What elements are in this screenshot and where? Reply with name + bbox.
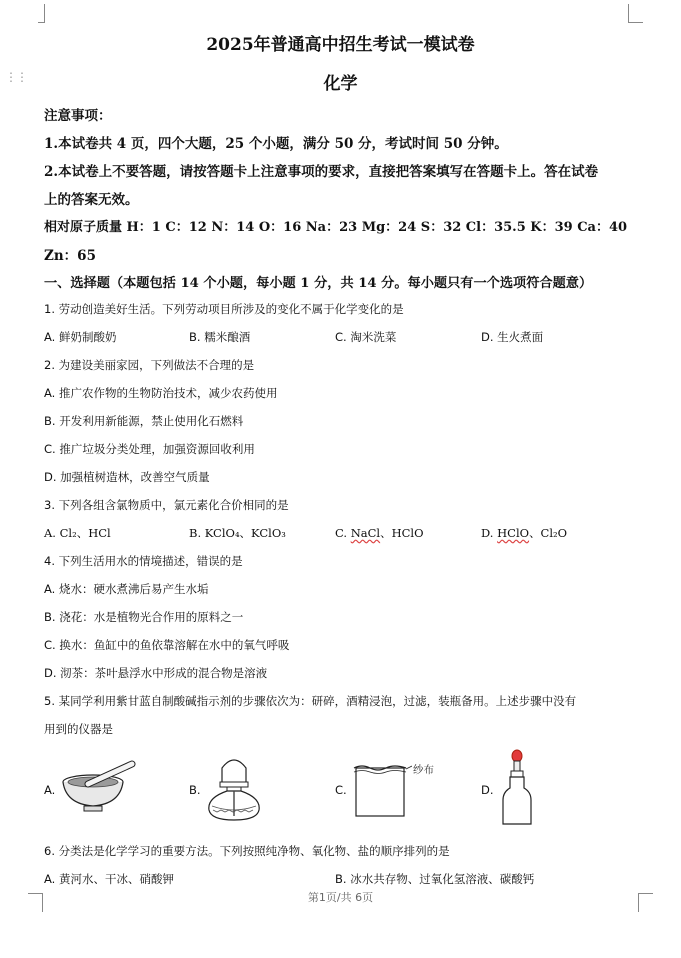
- question-6-stem: 6. 分类法是化学学习的重要方法。下列按照纯净物、氧化物、盐的顺序排列的是: [44, 844, 450, 858]
- question-1-stem: 1. 劳动创造美好生活。下列劳动项目所涉及的变化不属于化学变化的是: [44, 302, 404, 316]
- q3-option-d-letter: D.: [481, 526, 498, 540]
- gauze-label: 纱布: [413, 764, 434, 776]
- beaker-with-gauze-icon: [352, 760, 412, 820]
- q3-option-c-rest: 、HClO: [380, 526, 424, 540]
- q4-option-c: C. 换水：鱼缸中的鱼依靠溶解在水中的氧气呼吸: [44, 638, 290, 652]
- question-5-stem-line-1: 5. 某同学利用紫甘蓝自制酸碱指示剂的步骤依次为：研碎，酒精浸泡，过滤，装瓶备用。上述步骤中没有: [44, 694, 577, 708]
- q3-option-a: A. Cl₂、HCl: [44, 526, 111, 540]
- alcohol-lamp-icon: [203, 754, 265, 824]
- exam-title: 2025年普通高中招生考试一模试卷: [206, 35, 475, 55]
- drag-handle-icon[interactable]: ⋮⋮: [5, 70, 27, 84]
- page-number: 第1页/共 6页: [307, 891, 374, 904]
- q4-option-b: B. 浇花：水是植物光合作用的原料之一: [44, 610, 244, 624]
- question-5-stem-line-2: 用到的仪器是: [44, 722, 113, 736]
- q2-option-b: B. 开发利用新能源，禁止使用化石燃料: [44, 414, 244, 428]
- question-3-stem: 3. 下列各组含氯物质中，氯元素化合价相同的是: [44, 498, 289, 512]
- q2-option-a: A. 推广农作物的生物防治技术，减少农药使用: [44, 386, 278, 400]
- q6-option-b: B. 冰水共存物、过氧化氢溶液、碳酸钙: [335, 872, 535, 886]
- q1-option-d: D. 生火煮面: [481, 330, 544, 344]
- q3-option-b: B. KClO₄、KClO₃: [189, 526, 286, 540]
- q3-option-d: [481, 525, 567, 541]
- q4-option-a: A. 烧水：硬水煮沸后易产生水垢: [44, 582, 209, 596]
- crop-mark-top-right: [628, 4, 643, 23]
- q5-option-c-label: C.: [335, 783, 347, 797]
- q2-option-d: D. 加强植树造林，改善空气质量: [44, 470, 210, 484]
- subject-title: 化学: [323, 74, 358, 94]
- q2-option-c: C. 推广垃圾分类处理，加强资源回收利用: [44, 442, 255, 456]
- spellcheck-marked-word: HClO: [497, 526, 530, 540]
- mortar-and-pestle-icon: [58, 758, 140, 818]
- question-2-stem: 2. 为建设美丽家园，下列做法不合理的是: [44, 358, 255, 372]
- notes-heading: 注意事项：: [44, 108, 112, 124]
- q1-option-c: C. 淘米洗菜: [335, 330, 397, 344]
- q3-option-c-letter: C.: [335, 526, 351, 540]
- atomic-masses-line-1: 相对原子质量 H：1 C：12 N：14 O：16 Na：23 Mg：24 S：32 Cl：35.5 K：39 Ca：40: [44, 220, 628, 235]
- q5-option-a-label: A.: [44, 783, 56, 797]
- q5-option-b-label: B.: [189, 783, 201, 797]
- spellcheck-marked-word: NaCl: [350, 526, 381, 540]
- atomic-masses-line-2: Zn：65: [44, 248, 96, 264]
- q1-option-b: B. 糯米酿酒: [189, 330, 251, 344]
- dropper-bottle-icon: [497, 748, 537, 828]
- crop-mark-top-left: [38, 4, 45, 23]
- q1-option-a: A. 鲜奶制酸奶: [44, 330, 117, 344]
- question-4-stem: 4. 下列生活用水的情境描述，错误的是: [44, 554, 243, 568]
- q3-option-c: [335, 525, 424, 541]
- note-1: 1.本试卷共 4 页，四个大题，25 个小题，满分 50 分，考试时间 50 分钟。: [44, 136, 508, 152]
- q4-option-d: D. 沏茶：茶叶悬浮水中形成的混合物是溶液: [44, 666, 268, 680]
- q6-option-a: A. 黄河水、干冰、硝酸钾: [44, 872, 174, 886]
- q5-option-d-label: D.: [481, 783, 494, 797]
- q3-option-d-rest: 、Cl₂O: [529, 526, 568, 540]
- note-2-line-1: 2.本试卷上不要答题，请按答题卡上注意事项的要求，直接把答案填写在答题卡上。答在试卷: [44, 164, 599, 180]
- section-1-heading: 一、选择题（本题包括 14 个小题，每小题 1 分，共 14 分。每小题只有一个选项符合题意）: [44, 276, 593, 291]
- note-2-line-2: 上的答案无效。: [44, 192, 139, 208]
